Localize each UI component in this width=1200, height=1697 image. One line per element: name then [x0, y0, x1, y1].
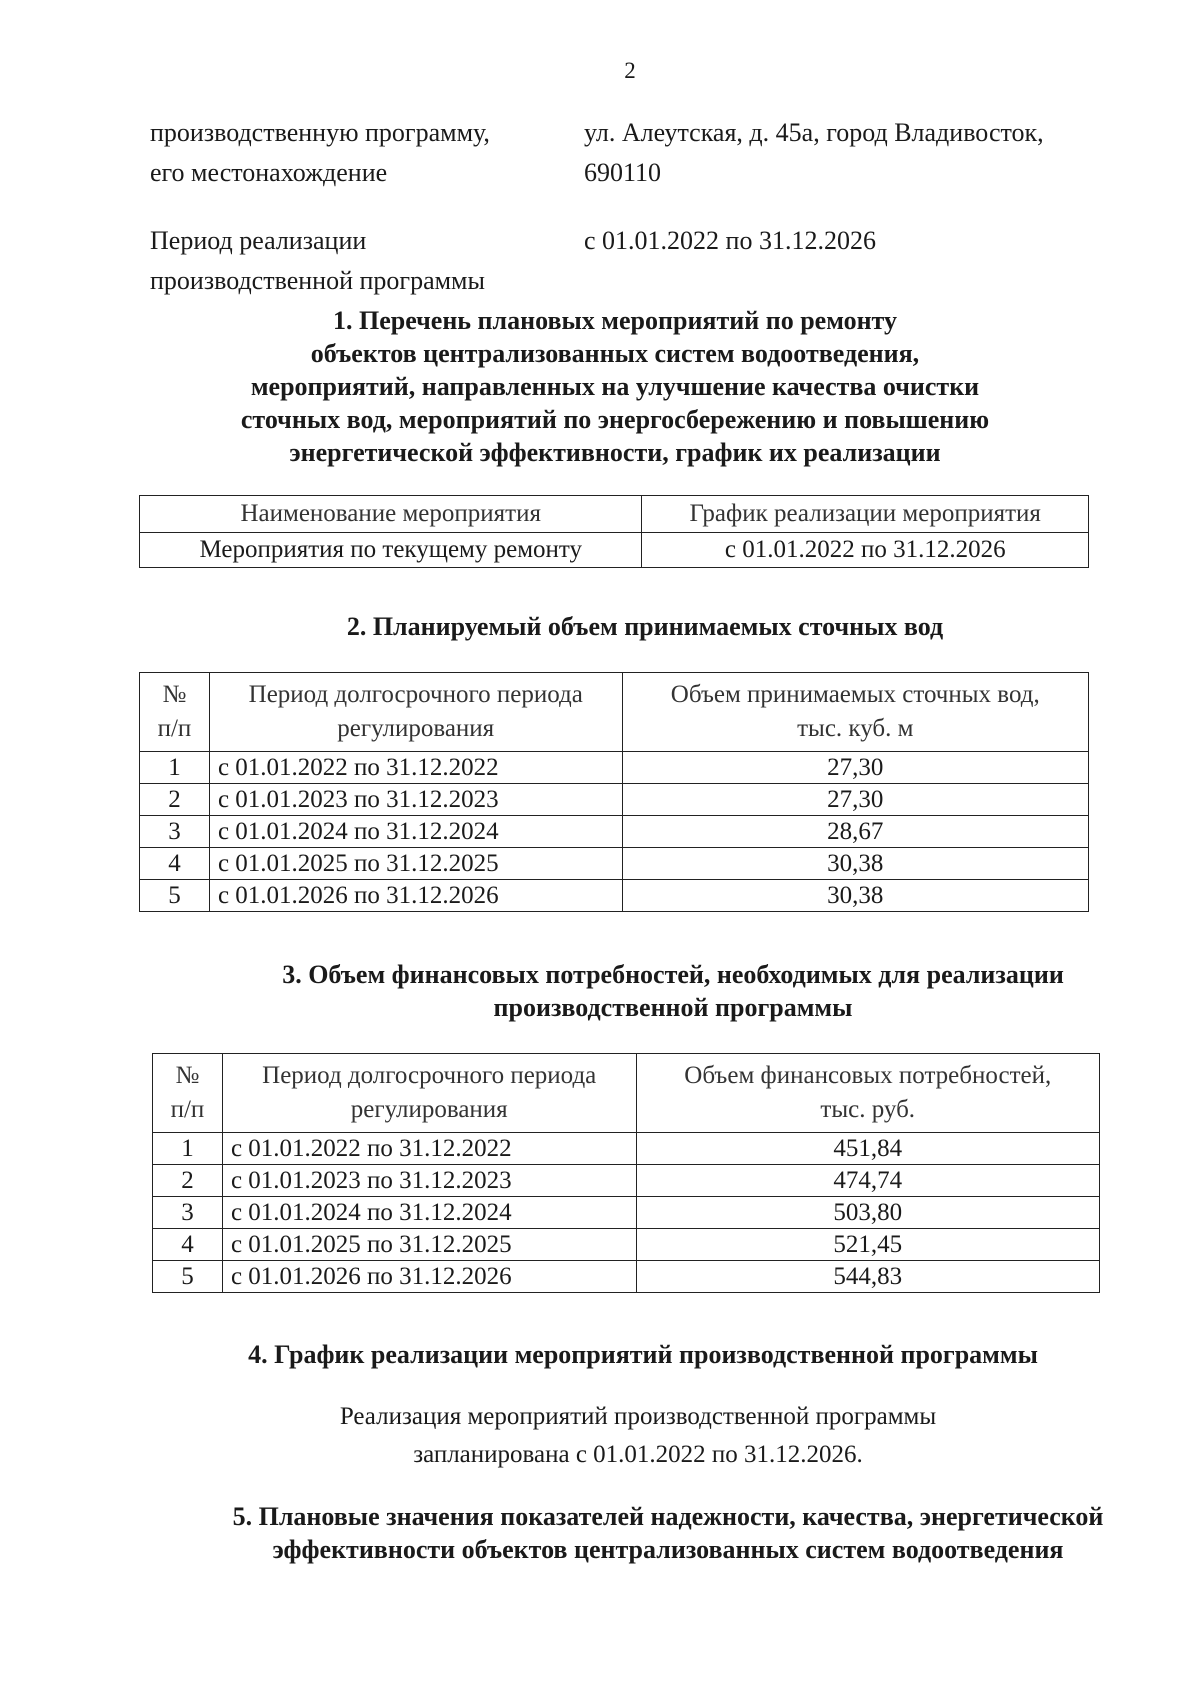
section4-title: 4. График реализации мероприятий производственной программы [248, 1340, 1038, 1369]
section3-title [188, 958, 1158, 1024]
section3-title-line: производственной программы [493, 993, 853, 1022]
row-number: 1 [153, 1133, 223, 1165]
period-label [150, 221, 550, 301]
row-amount: 544,83 [636, 1261, 1100, 1293]
row-volume: 27,30 [622, 784, 1088, 816]
table-row [140, 784, 1089, 816]
period-label-line: производственной программы [150, 266, 485, 295]
row-volume: 27,30 [622, 752, 1088, 784]
header-period-line: регулирования [350, 1096, 508, 1123]
org-address-line: ул. Алеутская, д. 45а, город Владивосток, [584, 118, 1044, 147]
table-row [153, 1261, 1100, 1293]
table-row [153, 1133, 1100, 1165]
section2-title: 2. Планируемый объем принимаемых сточных вод [346, 612, 944, 641]
org-address [584, 113, 1104, 193]
header-period [222, 1054, 636, 1133]
row-amount: 521,45 [636, 1229, 1100, 1261]
section4-text [153, 1398, 1123, 1474]
header-number-line: № [175, 1062, 200, 1089]
section1-title-line: 1. Перечень плановых мероприятий по ремонту [333, 306, 897, 335]
section4-text-line: Реализация мероприятий производственной программы [339, 1403, 937, 1430]
table-row [140, 533, 1089, 568]
row-number: 2 [153, 1165, 223, 1197]
table-row [153, 1197, 1100, 1229]
section4-text-line: запланирована с 01.01.2022 по 31.12.2026. [413, 1441, 863, 1468]
row-volume: 28,67 [622, 816, 1088, 848]
org-label-line: производственную программу, [150, 118, 490, 147]
row-amount: 451,84 [636, 1133, 1100, 1165]
header-number-line: п/п [157, 715, 192, 742]
financial-needs-table [152, 1053, 1100, 1293]
org-label-line: его местонахождение [150, 158, 388, 187]
row-period: с 01.01.2023 по 31.12.2023 [209, 784, 622, 816]
header-schedule: График реализации мероприятия [642, 496, 1089, 533]
row-number: 5 [140, 880, 210, 912]
row-number: 4 [153, 1229, 223, 1261]
activities-table [139, 495, 1089, 568]
row-volume: 30,38 [622, 880, 1088, 912]
table-header-row [140, 673, 1089, 752]
org-label [150, 113, 550, 193]
org-address-line: 690110 [584, 158, 662, 187]
activity-name: Мероприятия по текущему ремонту [140, 533, 642, 568]
period-value: с 01.01.2022 по 31.12.2026 [584, 226, 876, 255]
table-row [153, 1229, 1100, 1261]
header-activity-name: Наименование мероприятия [140, 496, 642, 533]
table-row [140, 752, 1089, 784]
table-row [140, 848, 1089, 880]
section1-title-line: объектов централизованных систем водоотведения, [310, 339, 920, 368]
table-row [140, 816, 1089, 848]
section3-title-line: 3. Объем финансовых потребностей, необходимых для реализации [282, 960, 1064, 989]
row-number: 5 [153, 1261, 223, 1293]
section5-title [138, 1500, 1198, 1566]
row-period: с 01.01.2022 по 31.12.2022 [209, 752, 622, 784]
activity-schedule: с 01.01.2022 по 31.12.2026 [642, 533, 1089, 568]
section1-title-line: сточных вод, мероприятий по энергосбережению и повышению [240, 405, 990, 434]
header-period-line: регулирования [337, 715, 495, 742]
row-number: 3 [153, 1197, 223, 1229]
row-period: с 01.01.2023 по 31.12.2023 [222, 1165, 636, 1197]
section1-title-line: энергетической эффективности, график их реализации [289, 438, 941, 467]
row-period: с 01.01.2024 по 31.12.2024 [222, 1197, 636, 1229]
header-period-line: Период долгосрочного периода [262, 1062, 597, 1089]
section1-title [130, 304, 1100, 469]
section1-title-line: мероприятий, направленных на улучшение качества очистки [250, 372, 980, 401]
period-label-line: Период реализации [150, 226, 367, 255]
header-period [209, 673, 622, 752]
header-number-line: № [162, 681, 187, 708]
row-period: с 01.01.2026 по 31.12.2026 [209, 880, 622, 912]
table-header-row [140, 496, 1089, 533]
header-number [153, 1054, 223, 1133]
page-number: 2 [624, 58, 636, 83]
row-period: с 01.01.2024 по 31.12.2024 [209, 816, 622, 848]
header-financial-needs-line: тыс. руб. [820, 1096, 916, 1123]
header-volume-line: Объем принимаемых сточных вод, [670, 681, 1040, 708]
row-volume: 30,38 [622, 848, 1088, 880]
wastewater-volume-table [139, 672, 1089, 912]
header-volume [622, 673, 1088, 752]
header-number [140, 673, 210, 752]
row-number: 1 [140, 752, 210, 784]
row-amount: 474,74 [636, 1165, 1100, 1197]
table-row [140, 880, 1089, 912]
table-row [153, 1165, 1100, 1197]
header-period-line: Период долгосрочного периода [248, 681, 583, 708]
table-header-row [153, 1054, 1100, 1133]
row-period: с 01.01.2026 по 31.12.2026 [222, 1261, 636, 1293]
section5-title-line: эффективности объектов централизованных систем водоотведения [272, 1535, 1064, 1564]
header-financial-needs-line: Объем финансовых потребностей, [684, 1062, 1052, 1089]
row-period: с 01.01.2025 по 31.12.2025 [209, 848, 622, 880]
row-period: с 01.01.2022 по 31.12.2022 [222, 1133, 636, 1165]
section5-title-line: 5. Плановые значения показателей надежности, качества, энергетической [232, 1502, 1104, 1531]
header-number-line: п/п [170, 1096, 205, 1123]
row-number: 2 [140, 784, 210, 816]
header-volume-line: тыс. куб. м [797, 715, 914, 742]
row-amount: 503,80 [636, 1197, 1100, 1229]
row-number: 4 [140, 848, 210, 880]
row-number: 3 [140, 816, 210, 848]
row-period: с 01.01.2025 по 31.12.2025 [222, 1229, 636, 1261]
header-financial-needs [636, 1054, 1100, 1133]
